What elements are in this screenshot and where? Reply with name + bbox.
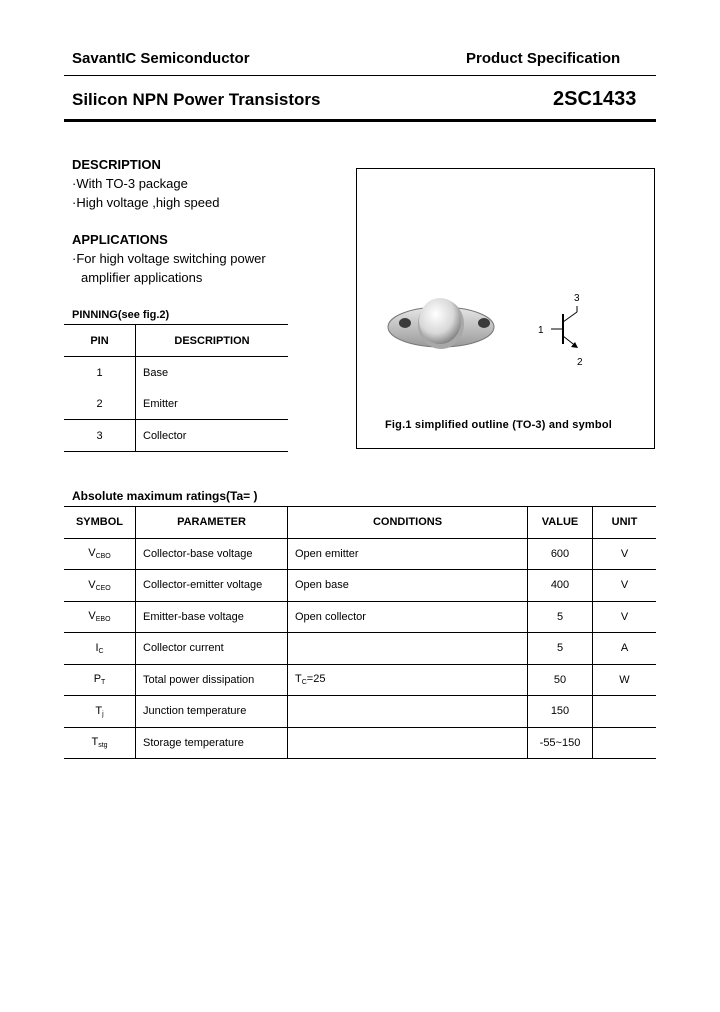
table-row — [64, 727, 656, 759]
table-row — [64, 601, 656, 633]
pin-number: 1 — [64, 357, 136, 389]
table-row — [64, 420, 288, 452]
pin-description: Base — [143, 366, 169, 379]
table-row — [64, 664, 656, 696]
conditions-cell — [288, 727, 528, 759]
table-row — [64, 633, 656, 665]
symbol-cell: $V_{CEO}$ — [64, 570, 136, 602]
applications-line: amplifier applications — [81, 270, 203, 285]
description-heading: DESCRIPTION — [72, 157, 161, 172]
unit-cell — [593, 696, 657, 728]
pinning-heading: PINNING(see fig.2) — [72, 309, 170, 321]
description-item: ·High voltage ,high speed — [72, 195, 220, 210]
symbol-cell: $T_{stg}$ — [64, 727, 136, 759]
conditions-cell: Open emitter — [288, 538, 528, 570]
value-cell: 5 — [528, 633, 593, 665]
unit-cell — [593, 727, 657, 759]
value-cell: 150 — [528, 696, 593, 728]
parameter-cell: Junction temperature — [136, 696, 288, 728]
table-header-row — [64, 325, 288, 357]
part-number: 2SC1433 — [553, 88, 637, 110]
pin-description: Emitter — [143, 397, 178, 410]
table-header-row — [64, 507, 656, 539]
unit-cell: A — [593, 633, 657, 665]
value-cell: 5 — [528, 601, 593, 633]
unit-cell: V — [593, 538, 657, 570]
col-header-value: VALUE — [528, 507, 593, 539]
conditions-cell — [288, 696, 528, 728]
title-divider — [64, 119, 656, 122]
pin-label-collector: 3 — [574, 293, 580, 304]
symbol-cell: $P_T$ — [64, 664, 136, 696]
figure-caption: Fig.1 simplified outline (TO-3) and symbol — [385, 419, 612, 431]
col-header-conditions: CONDITIONS — [288, 507, 528, 539]
conditions-cell: $T_C=25$ — [288, 664, 528, 696]
description-item: ·With TO-3 package — [72, 176, 188, 191]
col-header-symbol: SYMBOL — [64, 507, 136, 539]
symbol-cell: $V_{CBO}$ — [64, 538, 136, 570]
table-row — [64, 388, 288, 420]
symbol-cell: $T_j$ — [64, 696, 136, 728]
table-row — [64, 538, 656, 570]
conditions-cell — [288, 633, 528, 665]
table-row — [64, 570, 656, 602]
parameter-cell: Collector current — [136, 633, 288, 665]
col-header-pin: PIN — [64, 325, 136, 357]
conditions-cell: Open collector — [288, 601, 528, 633]
value-cell: 400 — [528, 570, 593, 602]
col-header-parameter: PARAMETER — [136, 507, 288, 539]
col-header-unit: UNIT — [593, 507, 657, 539]
document-type: Product Specification — [466, 50, 621, 67]
unit-cell: V — [593, 570, 657, 602]
table-row — [64, 696, 656, 728]
unit-cell: W — [593, 664, 657, 696]
pin-number: 3 — [64, 420, 136, 452]
npn-transistor-symbol — [535, 292, 595, 372]
unit-cell: V — [593, 601, 657, 633]
header-divider — [64, 75, 656, 76]
conditions-cell: Open base — [288, 570, 528, 602]
value-cell: 50 — [528, 664, 593, 696]
to3-package-outline — [385, 290, 497, 358]
pinning-table — [64, 324, 288, 452]
value-cell: -55~150 — [528, 727, 593, 759]
parameter-cell: Collector-base voltage — [136, 538, 288, 570]
pin-description: Collector — [136, 420, 289, 452]
symbol-cell: $I_C$ — [64, 633, 136, 665]
parameter-cell: Collector-emitter voltage — [136, 570, 288, 602]
ratings-heading: Absolute maximum ratings(Ta= ) — [72, 489, 258, 503]
pin-number: 2 — [64, 388, 136, 420]
symbol-cell: $V_{EBO}$ — [64, 601, 136, 633]
parameter-cell: Storage temperature — [136, 727, 288, 759]
company-name: SavantIC Semiconductor — [72, 50, 250, 67]
value-cell: 600 — [528, 538, 593, 570]
product-title: Silicon NPN Power Transistors — [72, 90, 321, 109]
parameter-cell: Total power dissipation — [136, 664, 288, 696]
applications-line: ·For high voltage switching power — [72, 251, 266, 266]
pin-label-emitter: 2 — [577, 357, 583, 368]
parameter-cell: Emitter-base voltage — [136, 601, 288, 633]
col-header-description: DESCRIPTION — [136, 325, 289, 357]
applications-heading: APPLICATIONS — [72, 232, 168, 247]
pin-label-base: 1 — [538, 325, 544, 336]
ratings-table — [64, 506, 656, 759]
table-row — [64, 357, 288, 389]
